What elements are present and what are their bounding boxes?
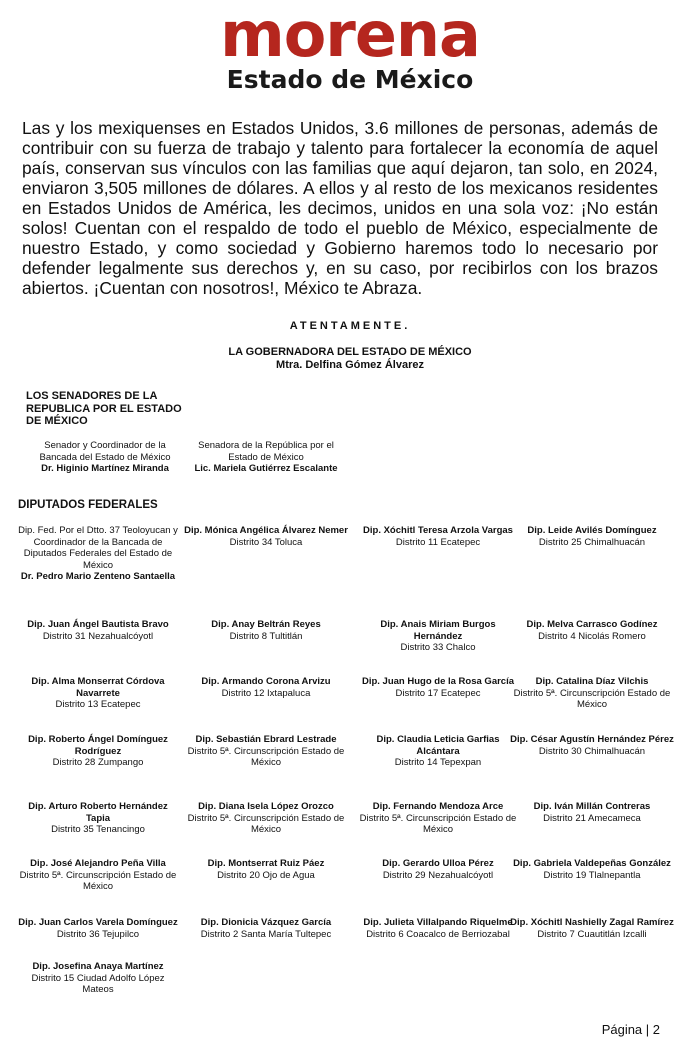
- governor-name: Mtra. Delfina Gómez Álvarez: [276, 359, 424, 371]
- deputy-signature: [16, 858, 180, 893]
- deputy-signature: [16, 917, 180, 940]
- logo-subtitle: Estado de México: [226, 65, 474, 94]
- deputy-district: Distrito 36 Tejupilco: [56, 928, 140, 940]
- deputy-name: Dip. Leide Avilés Domínguez: [527, 525, 657, 536]
- deputy-district: Distrito 35 Tenancingo: [51, 824, 145, 835]
- deputy-name: Dip. Claudia Leticia Garfias Alcántara: [376, 734, 500, 757]
- deputy-district: Distrito 14 Tepexpan: [394, 757, 482, 768]
- deputy-district: Distrito 6 Coacalco de Berriozabal: [366, 928, 510, 940]
- deputy-signature: [184, 619, 348, 642]
- deputy-district: Distrito 33 Chalco: [400, 642, 476, 653]
- deputy-signature: [356, 858, 520, 881]
- deputy-district: Distrito 5ª. Circunscripción Estado de México: [187, 745, 345, 768]
- deputy-name: Dip. Alma Monserrat Córdova Navarrete: [31, 676, 165, 699]
- deputy-signature: [356, 525, 520, 548]
- deputy-signature: [184, 676, 348, 699]
- senator-role: Senadora de la República por el Estado de México: [198, 440, 334, 463]
- deputy-name: Dip. Anay Beltrán Reyes: [211, 619, 321, 630]
- deputy-name: Dip. Xóchitl Teresa Arzola Vargas: [363, 525, 513, 536]
- senator-name: Dr. Higinio Martínez Miranda: [41, 463, 169, 474]
- deputy-district: Distrito 30 Chimalhuacán: [538, 745, 646, 757]
- deputy-signature: [184, 917, 348, 940]
- deputy-signature: [16, 619, 180, 642]
- deputy-name: Dr. Pedro Mario Zenteno Santaella: [20, 571, 176, 582]
- deputy-name: Dip. Dionicia Vázquez García: [200, 917, 332, 928]
- deputy-signature: [16, 525, 180, 583]
- deputy-district: Distrito 31 Nezahualcóyotl: [42, 630, 154, 642]
- logo-wordmark: morena: [220, 0, 480, 71]
- deputy-name: Dip. Sebastián Ebrard Lestrade: [195, 734, 337, 745]
- deputy-district: Distrito 5ª. Circunscripción Estado de México: [187, 812, 345, 835]
- deputy-name: Dip. Xóchitl Nashielly Zagal Ramírez: [510, 917, 674, 928]
- deputy-signature: [16, 734, 180, 769]
- deputy-district: Distrito 13 Ecatepec: [55, 699, 141, 710]
- deputy-district: Distrito 19 Tlalnepantla: [543, 869, 641, 881]
- deputy-name: Dip. Juan Carlos Varela Domínguez: [18, 917, 178, 928]
- deputies-heading: DIPUTADOS FEDERALES: [18, 499, 158, 511]
- closing-salutation: ATENTAMENTE.: [289, 320, 411, 332]
- deputy-name: Dip. Gerardo Ulloa Pérez: [382, 858, 494, 869]
- deputy-district: Distrito 8 Tultitlán: [229, 630, 303, 642]
- deputy-signature: [16, 801, 180, 836]
- deputy-name: Dip. Armando Corona Arvizu: [201, 676, 331, 687]
- deputy-signature: [184, 858, 348, 881]
- deputy-name: Dip. Gabriela Valdepeñas González: [513, 858, 671, 869]
- deputy-district: Distrito 21 Amecameca: [543, 812, 641, 824]
- deputy-signature: [510, 858, 674, 881]
- deputy-name: Dip. Mónica Angélica Álvarez Nemer: [184, 525, 348, 536]
- deputy-name: Dip. Melva Carrasco Godínez: [526, 619, 658, 630]
- deputy-name: Dip. Catalina Díaz Vilchis: [535, 676, 649, 687]
- deputy-signature: [510, 801, 674, 824]
- senators-heading: LOS SENADORES DE LA REPUBLICA POR EL ESTADO DE MÉXICO: [26, 390, 182, 427]
- deputy-signature: [356, 676, 520, 699]
- deputy-signature: [510, 525, 674, 548]
- deputy-name: Dip. Diana Isela López Orozco: [198, 801, 334, 812]
- deputy-name: Dip. Julieta Villalpando Riquelme: [363, 917, 513, 928]
- deputy-name: Dip. César Agustín Hernández Pérez: [510, 734, 674, 745]
- deputy-district: Distrito 7 Cuautitlán Izcalli: [537, 928, 647, 940]
- deputy-district: Distrito 28 Zumpango: [52, 757, 144, 768]
- governor-title: LA GOBERNADORA DEL ESTADO DE MÉXICO: [228, 346, 472, 358]
- deputy-district: Distrito 15 Ciudad Adolfo López Mateos: [31, 972, 165, 995]
- deputy-district: Distrito 17 Ecatepec: [395, 687, 481, 699]
- deputy-district: Distrito 4 Nicolás Romero: [538, 630, 646, 642]
- deputy-signature: [184, 525, 348, 548]
- deputy-signature: [356, 734, 520, 769]
- senator-signature: [186, 440, 346, 475]
- deputy-signature: [184, 734, 348, 769]
- page-number: Página | 2: [601, 1022, 660, 1037]
- deputy-signature: [16, 961, 180, 996]
- senator-role: Senador y Coordinador de la Bancada del Estado de México: [39, 440, 171, 463]
- intro-paragraph: Las y los mexiquenses en Estados Unidos, 3.6 millones de personas, además de contribuir con su fuerza de trabajo y talento para fortalecer la economía de aquel país, conservan sus vínculos con las familias que aquí dejaron, tan solo, en 2024, enviaron 3,505 millones de dólares. A ellos y al resto de los mexicanos residentes en Estados Unidos de América, les decimos, unidos en una sola voz: ¡No están solos! Cuentan con el respaldo de todo el pueblo de México, especialmente de nuestro Estado, y como sociedad y Gobierno haremos todo lo necesario por defender legalmente sus derechos y, en su caso, por recibirlos con los brazos abiertos. ¡Cuentan con nosotros!, México te Abraza.: [22, 118, 658, 298]
- deputy-signature: [356, 917, 520, 940]
- deputy-signature: [510, 917, 674, 940]
- deputy-district: Distrito 12 Ixtapaluca: [221, 687, 311, 699]
- deputy-district: Distrito 2 Santa María Tultepec: [200, 928, 332, 940]
- deputy-district: Distrito 29 Nezahualcóyotl: [382, 869, 494, 881]
- deputy-name: Dip. Arturo Roberto Hernández Tapia: [28, 801, 168, 824]
- deputy-signature: [510, 619, 674, 642]
- deputy-signature: [510, 734, 674, 757]
- party-logo: [0, 0, 700, 94]
- senator-name: Lic. Mariela Gutiérrez Escalante: [194, 463, 338, 474]
- deputy-name: Dip. Juan Hugo de la Rosa García: [361, 676, 515, 687]
- deputy-name: Dip. Anais Miriam Burgos Hernández: [380, 619, 496, 642]
- deputy-signature: [356, 619, 520, 654]
- deputy-signature: [356, 801, 520, 836]
- deputy-name: Dip. Josefina Anaya Martínez: [32, 961, 164, 972]
- deputy-signature: [16, 676, 180, 711]
- deputy-district: Distrito 5ª. Circunscripción Estado de México: [513, 687, 671, 710]
- deputy-name: Dip. Fernando Mendoza Arce: [372, 801, 504, 812]
- deputy-district: Distrito 5ª. Circunscripción Estado de México: [359, 812, 517, 835]
- deputy-name: Dip. Iván Millán Contreras: [533, 801, 651, 812]
- deputy-name: Dip. Montserrat Ruiz Páez: [207, 858, 325, 869]
- deputy-district: Distrito 20 Ojo de Agua: [217, 869, 315, 881]
- deputy-name: Dip. Roberto Ángel Domínguez Rodríguez: [28, 734, 168, 757]
- deputy-name: Dip. José Alejandro Peña Villa: [30, 858, 166, 869]
- senator-signature: [30, 440, 180, 475]
- governor-signature: [0, 346, 700, 372]
- deputy-signature: [510, 676, 674, 711]
- deputy-role: Dip. Fed. Por el Dtto. 37 Teoloyucan y Coordinador de la Bancada de Diputados Federales del Estado de México: [18, 525, 178, 571]
- deputy-district: Distrito 25 Chimalhuacán: [538, 536, 646, 548]
- deputy-signature: [184, 801, 348, 836]
- deputy-district: Distrito 11 Ecatepec: [395, 536, 481, 548]
- deputy-district: Distrito 34 Toluca: [229, 536, 303, 548]
- deputy-name: Dip. Juan Ángel Bautista Bravo: [27, 619, 169, 630]
- deputy-district: Distrito 5ª. Circunscripción Estado de México: [19, 869, 177, 892]
